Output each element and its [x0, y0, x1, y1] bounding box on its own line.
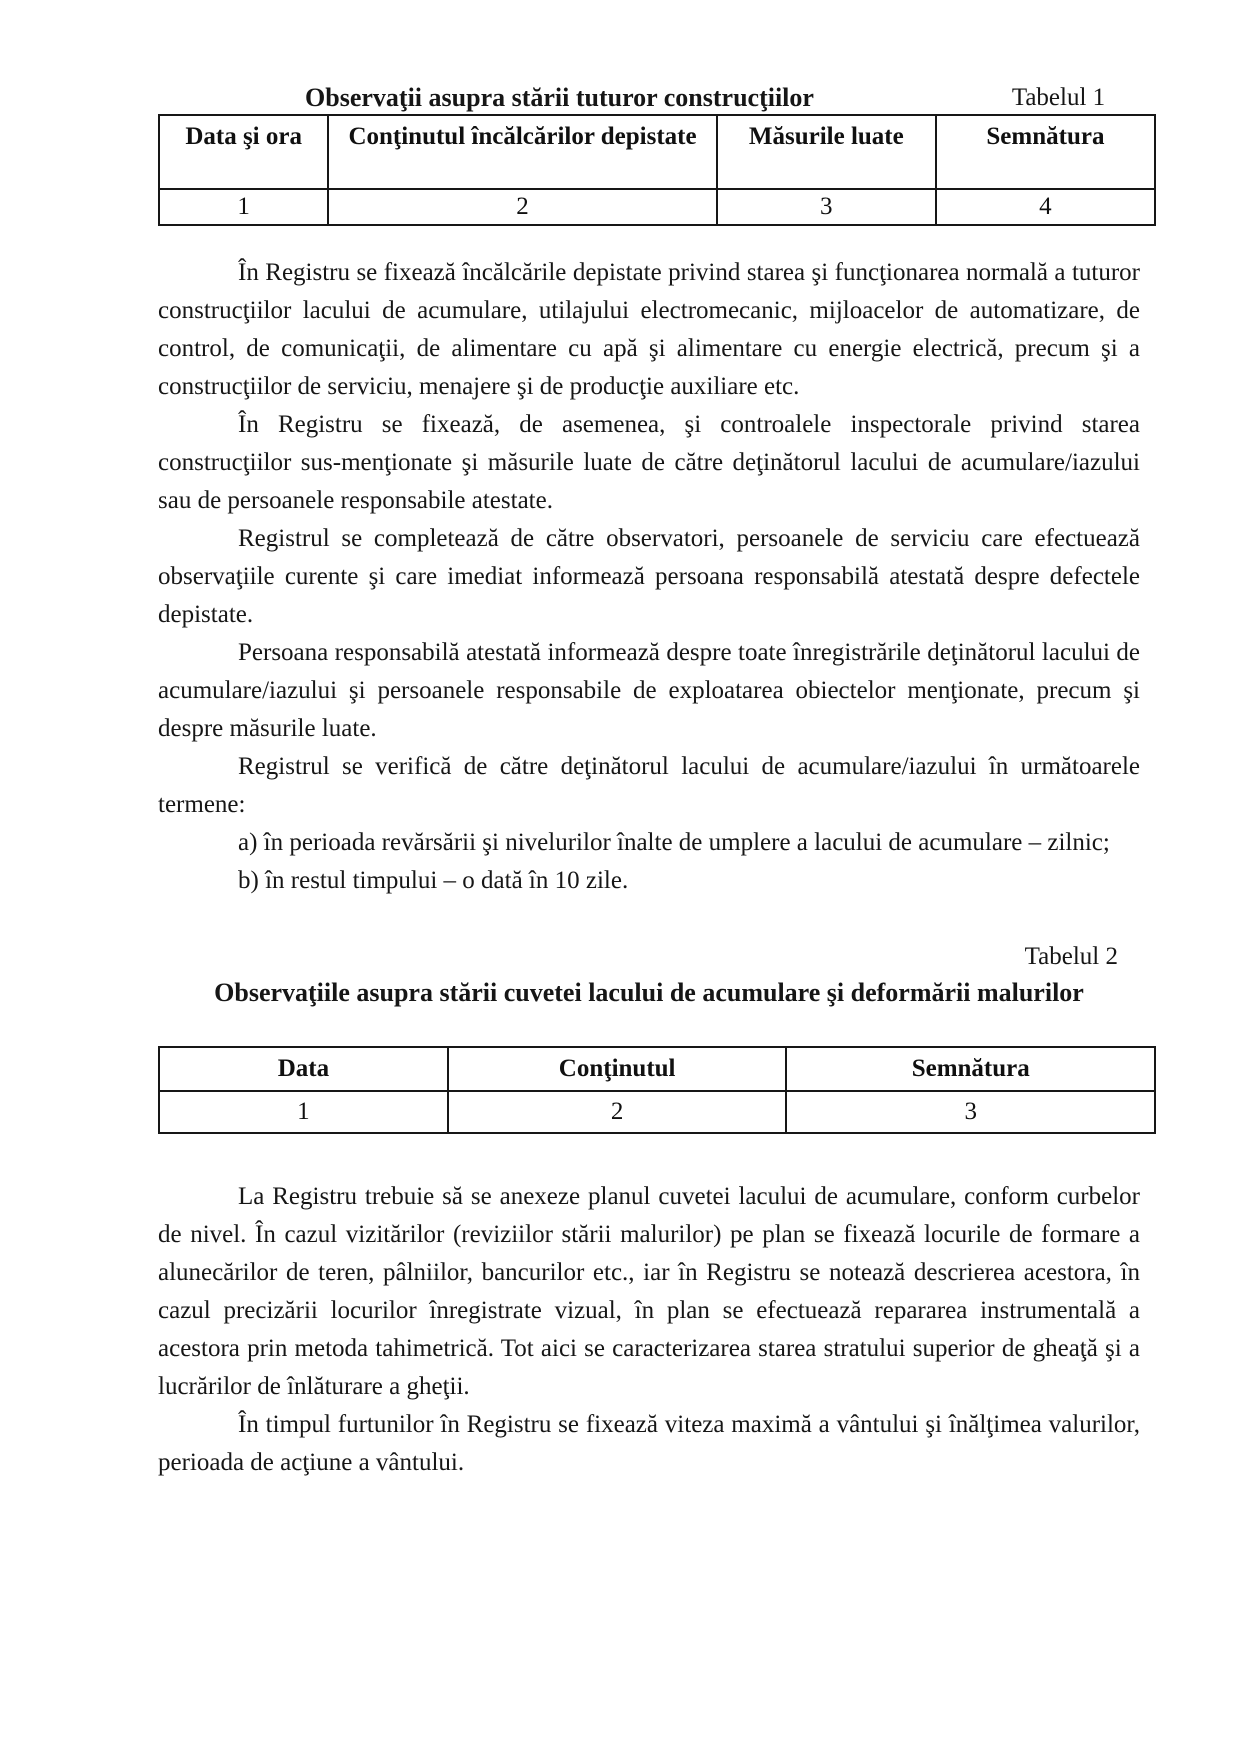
table1-number-row [159, 189, 1155, 225]
body-text-block-1 [158, 254, 1140, 900]
list-item-b: b) în restul timpului – o dată în 10 zile. [238, 867, 629, 894]
table1-colnum-1: 1 [159, 189, 328, 225]
paragraph: Persoana responsabilă atestată informează despre toate înregistrările deţinătorul lacului de acumulare/iazului şi persoanele responsabile de exploatarea obiectelor menţionate, precum şi despre măsurile luate. [158, 639, 1140, 742]
table1-colnum-3: 3 [717, 189, 936, 225]
table1-header-semnatura: Semnătura [936, 115, 1155, 189]
body-text-block-2 [158, 1178, 1140, 1482]
paragraph: Registrul se verifică de către deţinătorul lacului de acumulare/iazului în următoarele termene: [158, 753, 1140, 818]
table1-header-masuri: Măsurile luate [717, 115, 936, 189]
table2-header-continut: Conţinutul [448, 1047, 787, 1091]
table2-title: Observaţiile asupra stării cuvetei lacului de acumulare şi deformării malurilor [214, 978, 1084, 1007]
table2-number-row [159, 1091, 1155, 1133]
table1-header-data-ora: Data şi ora [159, 115, 328, 189]
table2-header-data: Data [159, 1047, 448, 1091]
table1 [158, 114, 1156, 226]
list-item-a: a) în perioada revărsării şi nivelurilor înalte de umplere a lacului de acumulare – zilnic; [238, 829, 1110, 856]
table2-header-row [159, 1047, 1155, 1091]
table2-colnum-2: 2 [448, 1091, 787, 1133]
paragraph: La Registru trebuie să se anexeze planul cuvetei lacului de acumulare, conform curbelor de nivel. În cazul vizitărilor (reviziilor stării malurilor) pe plan se fixează locurile de formare a alunecărilor de teren, pâlniilor, bancurilor etc., iar în Registru se notează descrierea acestora, în cazul precizării locurilor înregistrate vizual, în plan se efectuează repararea instrumentală a acestora prin metoda tahimetrică. Tot aici se caracterizarea starea stratului superior de gheaţă şi a lucrărilor de înlăturare a gheţii. [158, 1183, 1140, 1400]
page-content [158, 84, 1140, 1482]
table2-colnum-3: 3 [786, 1091, 1155, 1133]
table1-colnum-2: 2 [328, 189, 716, 225]
table1-caption-row [158, 84, 1156, 112]
table2-wrapper [158, 1046, 1140, 1134]
paragraph: În Registru se fixează, de asemenea, şi controalele inspectorale privind starea construcţiilor sus-menţionate şi măsurile luate de către deţinătorul lacului de acumulare/iazului sau de persoanele responsabile atestate. [158, 411, 1140, 514]
paragraph: Registrul se completează de către observatori, persoanele de serviciu care efectuează observaţiile curente şi care imediat informează persoana responsabilă atestată despre defectele depistate. [158, 525, 1140, 628]
paragraph: În Registru se fixează încălcările depistate privind starea şi funcţionarea normală a tuturor construcţiilor lacului de acumulare, utilajului electromecanic, mijloacelor de automatizare, de control, de comunicaţii, de alimentare cu apă şi alimentare cu energie electrică, precum şi a construcţiilor de serviciu, menajere şi de producţie auxiliare etc. [158, 259, 1140, 400]
table2-header-semnatura: Semnătura [786, 1047, 1155, 1091]
table1-header-continut: Conţinutul încălcărilor depistate [328, 115, 716, 189]
table1-colnum-4: 4 [936, 189, 1155, 225]
table1-title: Observaţii asupra stării tuturor construcţiilor [305, 83, 814, 112]
table1-header-row [159, 115, 1155, 189]
table1-label: Tabelul 1 [1011, 84, 1106, 111]
table2 [158, 1046, 1156, 1134]
table2-label: Tabelul 2 [1024, 943, 1118, 970]
table2-colnum-1: 1 [159, 1091, 448, 1133]
paragraph: În timpul furtunilor în Registru se fixează viteza maximă a vântului şi înălţimea valurilor, perioada de acţiune a vântului. [158, 1411, 1140, 1476]
